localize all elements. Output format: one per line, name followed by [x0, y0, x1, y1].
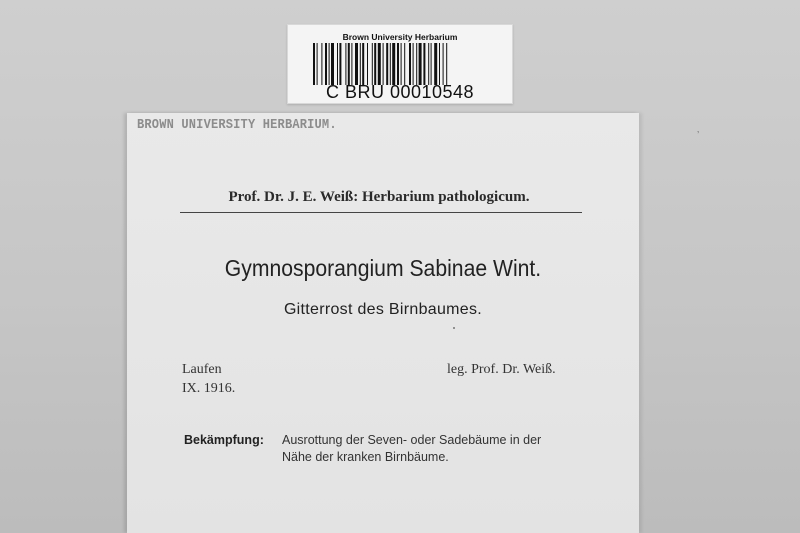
header-divider: [180, 212, 582, 213]
barcode-number: C BRU 00010548: [325, 82, 475, 102]
control-text-line-1: Ausrottung der Seven- oder Sadebäume in der: [282, 433, 542, 447]
control-label: Bekämpfung:: [184, 433, 264, 447]
background-speck: ’: [697, 130, 700, 141]
specimen-label-sheet: [127, 113, 639, 533]
barcode-bars: [313, 43, 487, 85]
herbarium-stamp: BROWN UNIVERSITY HERBARIUM.: [137, 117, 337, 133]
collector: leg. Prof. Dr. Weiß.: [447, 362, 556, 377]
control-text-line-2: Nähe der kranken Birnbäume.: [282, 450, 449, 464]
species-name: Gymnosporangium Sabinae Wint.: [224, 255, 542, 281]
collection-header: Prof. Dr. J. E. Weiß: Herbarium pathologicum.: [228, 189, 530, 205]
paper-speck: [453, 327, 455, 329]
barcode-label: [287, 24, 513, 104]
collection-date: IX. 1916.: [182, 381, 236, 396]
barcode-institution: Brown University Herbarium: [342, 32, 458, 42]
locality: Laufen: [182, 362, 222, 377]
common-name: Gitterrost des Birnbaumes.: [283, 301, 483, 318]
